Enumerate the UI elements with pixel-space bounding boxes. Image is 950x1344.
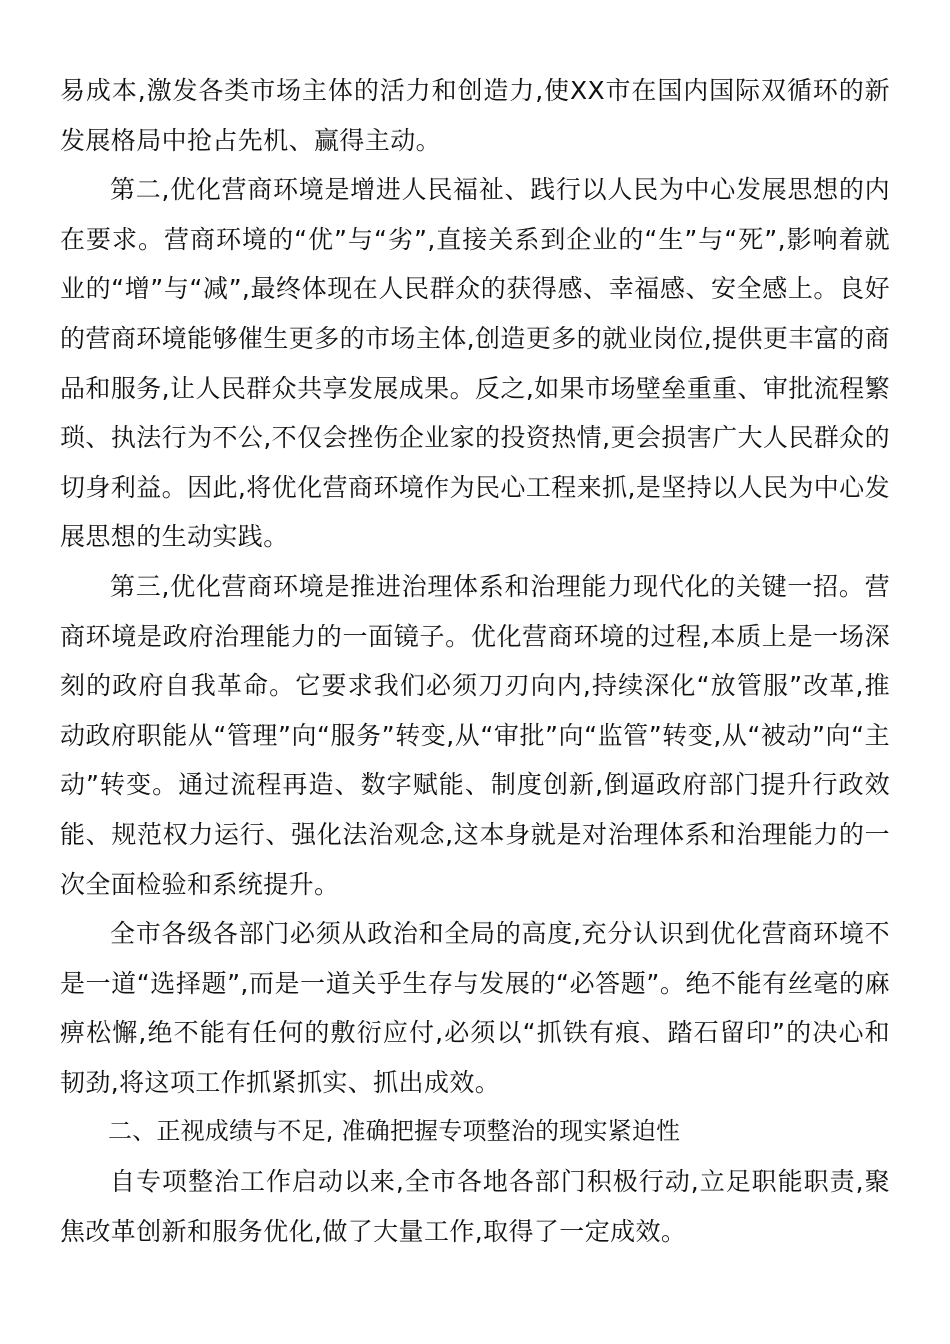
- paragraph-section-intro: 自专项整治工作启动以来,全市各地各部门积极行动,立足职能职责,聚焦改革创新和服务优化,做了大量工作,取得了一定成效。: [60, 1167, 890, 1246]
- paragraph-second-point: 第二,优化营商环境是增进人民福祉、践行以人民为中心发展思想的内在要求。营商环境的“优”与“劣”,直接关系到企业的“生”与“死”,影响着就业的“增”与“减”,最终体现在人民群众的获得感、幸福感、安全感上。良好的营商环境能够催生更多的市场主体,创造更多的就业岗位,提供更丰富的商品和服务,让人民群众共享发展成果。反之,如果市场壁垒重重、审批流程繁琐、执法行为不公,不仅会挫伤企业家的投资热情,更会损害广大人民群众的切身利益。因此,将优化营商环境作为民心工程来抓,是坚持以人民为中心发展思想的生动实践。: [60, 175, 890, 552]
- paragraph-continuation: 易成本,激发各类市场主体的活力和创造力,使XX市在国内国际双循环的新发展格局中抢占先机、赢得主动。: [60, 76, 890, 155]
- paragraph-conclusion: 全市各级各部门必须从政治和全局的高度,充分认识到优化营商环境不是一道“选择题”,而是一道关乎生存与发展的“必答题”。绝不能有丝毫的麻痹松懈,绝不能有任何的敷衍应付,必须以“抓铁有痕、踏石留印”的决心和韧劲,将这项工作抓紧抓实、抓出成效。: [60, 919, 890, 1097]
- document-body: [60, 66, 890, 1256]
- paragraph-third-point: 第三,优化营商环境是推进治理体系和治理能力现代化的关键一招。营商环境是政府治理能力的一面镜子。优化营商环境的过程,本质上是一场深刻的政府自我革命。它要求我们必须刀刃向内,持续深化“放管服”改革,推动政府职能从“管理”向“服务”转变,从“审批”向“监管”转变,从“被动”向“主动”转变。通过流程再造、数字赋能、制度创新,倒逼政府部门提升行政效能、规范权力运行、强化法治观念,这本身就是对治理体系和治理能力的一次全面检验和系统提升。: [60, 571, 890, 899]
- section-heading: 二、正视成绩与不足, 准确把握专项整治的现实紧迫性: [108, 1117, 681, 1146]
